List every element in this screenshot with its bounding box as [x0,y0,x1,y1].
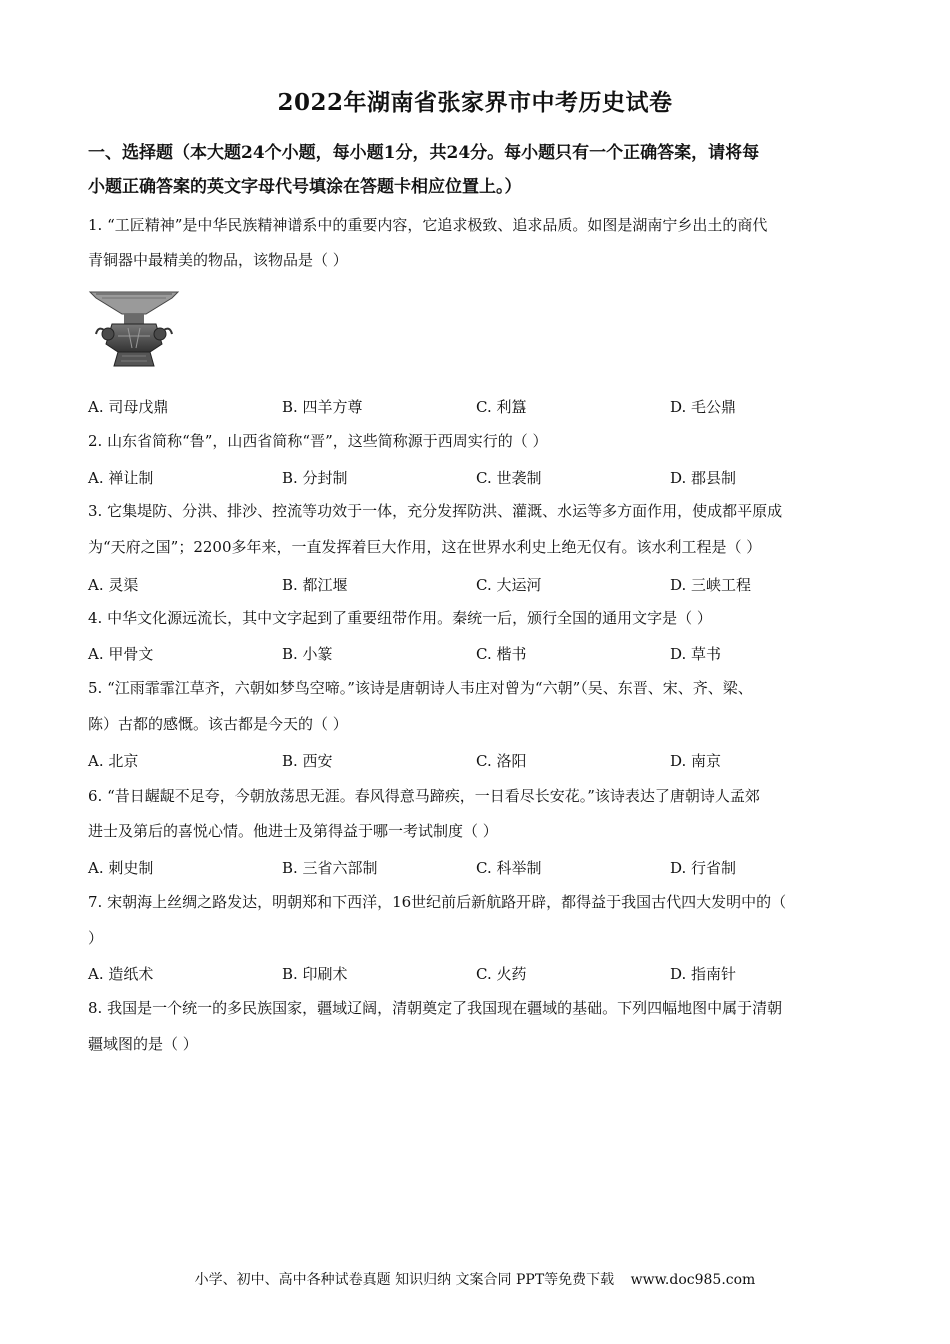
option-c: C. 科举制 [476,859,542,877]
question-5-line-2: 陈）古都的感慨。该古都是今天的（ ） [88,715,348,733]
option-b: B. 西安 [282,752,333,770]
page-title: 2022年湖南省张家界市中考历史试卷 [277,89,673,116]
option-a: A. 禅让制 [88,469,154,487]
question-5-options [88,750,868,774]
option-b: B. 印刷术 [282,965,348,983]
question-4-line-1: 4. 中华文化源远流长，其中文字起到了重要纽带作用。秦统一后，颁行全国的通用文字是（ ） [88,609,712,627]
option-d: D. 南京 [670,752,722,770]
section-heading-line-2: 小题正确答案的英文字母代号填涂在答题卡相应位置上。） [88,177,522,197]
question-1-options [88,396,868,420]
footer-url: www.doc985.com [630,1272,756,1288]
option-a: A. 灵渠 [88,576,139,594]
option-c: C. 利簋 [476,398,527,416]
option-c: C. 大运河 [476,576,542,594]
option-b: B. 分封制 [282,469,348,487]
option-c: C. 火药 [476,965,527,983]
question-3-line-2: 为“天府之国”；2200多年来，一直发挥着巨大作用，这在世界水利史上绝无仅有。该水利工程是（ ） [88,538,762,556]
question-2-line-1: 2. 山东省简称“鲁”，山西省简称“晋”，这些简称源于西周实行的（ ） [88,432,548,450]
option-d: D. 三峡工程 [670,576,752,594]
footer-text: 小学、初中、高中各种试卷真题 知识归纳 文案合同 PPT等免费下载 [194,1272,615,1288]
question-8-line-1: 8. 我国是一个统一的多民族国家，疆域辽阔，清朝奠定了我国现在疆域的基础。下列四幅地图中属于清朝 [88,999,783,1017]
option-c: C. 楷书 [476,645,527,663]
option-b: B. 三省六部制 [282,859,378,877]
question-4-options [88,643,868,667]
question-2-options [88,467,868,491]
question-3-options [88,574,868,598]
question-8-line-2: 疆域图的是（ ） [88,1035,198,1053]
option-d: D. 草书 [670,645,722,663]
option-b: B. 四羊方尊 [282,398,363,416]
section-heading-line-1: 一、选择题（本大题24个小题，每小题1分，共24分。每小题只有一个正确答案，请将每 [88,143,760,163]
option-a: A. 北京 [88,752,139,770]
question-6-line-1: 6. “昔日龌龊不足夸，今朝放荡思无涯。春风得意马蹄疾，一日看尽长安花。”该诗表达了唐朝诗人孟郊 [88,787,760,805]
option-a: A. 刺史制 [88,859,154,877]
option-c: C. 世袭制 [476,469,542,487]
question-1-line-2: 青铜器中最精美的物品，该物品是（ ） [88,251,348,269]
option-a: A. 司母戊鼎 [88,398,169,416]
option-d: D. 郡县制 [670,469,737,487]
option-d: D. 行省制 [670,859,737,877]
option-a: A. 甲骨文 [88,645,154,663]
question-6-options [88,857,868,881]
option-a: A. 造纸术 [88,965,154,983]
bronze-zun-image [88,286,180,370]
option-b: B. 小篆 [282,645,333,663]
question-5-line-1: 5. “江雨霏霏江草齐，六朝如梦鸟空啼。”该诗是唐朝诗人韦庄对曾为“六朝”（吴、东晋、宋、齐、梁、 [88,679,753,697]
question-7-options [88,963,868,987]
question-6-line-2: 进士及第后的喜悦心情。他进士及第得益于哪一考试制度（ ） [88,822,498,840]
option-b: B. 都江堰 [282,576,348,594]
question-7-line-2: ） [88,929,104,947]
option-d: D. 毛公鼎 [670,398,737,416]
question-3-line-1: 3. 它集堤防、分洪、排沙、控流等功效于一体，充分发挥防洪、灌溉、水运等多方面作用，使成都平原成 [88,502,783,520]
option-c: C. 洛阳 [476,752,527,770]
question-7-line-1: 7. 宋朝海上丝绸之路发达，明朝郑和下西洋，16世纪前后新航路开辟，都得益于我国古代四大发明中的（ [88,893,787,911]
page-footer [0,1269,950,1289]
option-d: D. 指南针 [670,965,737,983]
question-1-line-1: 1. “工匠精神”是中华民族精神谱系中的重要内容，它追求极致、追求品质。如图是湖南宁乡出土的商代 [88,216,768,234]
